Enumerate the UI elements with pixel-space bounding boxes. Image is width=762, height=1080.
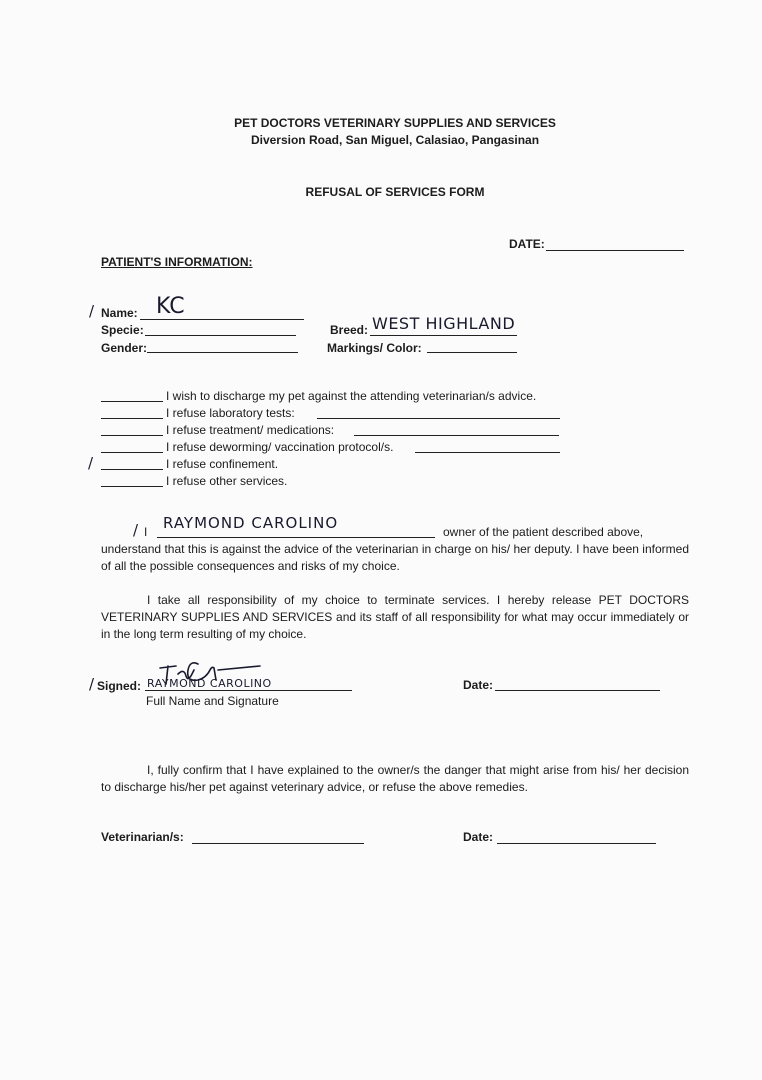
confirmation-text: I, fully confirm that I have explained to the owner/s the danger that might arise from his/ her decision to discharge his/her pet against veterinary advice, or refuse the above remedies.: [101, 763, 689, 794]
company-name: PET DOCTORS VETERINARY SUPPLIES AND SERVICES: [234, 116, 556, 130]
option-label: I refuse confinement.: [166, 457, 279, 471]
option-label: I refuse treatment/ medications:: [166, 423, 335, 437]
option-discharge[interactable]: [88, 389, 568, 406]
veterinarian-field[interactable]: [192, 843, 364, 844]
laboratory-detail-field[interactable]: [317, 418, 560, 419]
option-blank[interactable]: [101, 486, 163, 487]
signed-date-field[interactable]: [495, 690, 660, 691]
veterinarian-date-label: Date:: [463, 830, 494, 844]
owner-statement-text: understand that this is against the advice of the veterinarian in charge on his/ her deputy. I have been informed of all the possible consequences and risks of my choice.: [101, 542, 689, 573]
option-label: I refuse laboratory tests:: [166, 406, 295, 420]
gender-label: Gender:: [101, 341, 148, 355]
option-treatment[interactable]: [88, 423, 568, 440]
breed-label: Breed:: [330, 323, 369, 337]
option-label: I refuse deworming/ vaccination protocol/s.: [166, 440, 394, 454]
option-blank[interactable]: [101, 401, 163, 402]
owner-name-field[interactable]: [157, 537, 435, 538]
markings-field[interactable]: [427, 352, 517, 353]
option-label: I refuse other services.: [166, 474, 288, 488]
form-title: REFUSAL OF SERVICES FORM: [305, 185, 485, 199]
name-field[interactable]: [140, 319, 304, 320]
patient-info-heading: PATIENT'S INFORMATION:: [101, 255, 253, 269]
deworming-detail-field[interactable]: [415, 452, 560, 453]
option-blank[interactable]: [101, 418, 163, 419]
veterinarian-label: Veterinarian/s:: [101, 830, 184, 844]
option-blank[interactable]: [101, 435, 163, 436]
option-deworming[interactable]: [88, 440, 568, 457]
check-mark: /: [89, 675, 95, 693]
option-confinement[interactable]: [88, 454, 568, 474]
breed-value: WEST HIGHLAND: [372, 314, 516, 333]
owner-prefix: I: [144, 525, 148, 539]
option-laboratory[interactable]: [88, 406, 568, 423]
veterinarian-date-field[interactable]: [497, 843, 656, 844]
check-mark: /: [133, 521, 139, 539]
check-mark: /: [89, 302, 95, 320]
specie-field[interactable]: [145, 335, 296, 336]
date-field[interactable]: [546, 250, 684, 251]
signed-date-label: Date:: [463, 678, 494, 692]
signed-name-value: RAYMOND CAROLINO: [147, 677, 272, 690]
treatment-detail-field[interactable]: [354, 435, 559, 436]
breed-field[interactable]: [370, 335, 517, 336]
name-value: KC: [156, 294, 185, 319]
name-label: Name:: [101, 306, 138, 320]
specie-label: Specie:: [101, 323, 144, 337]
owner-name-value: RAYMOND CAROLINO: [163, 514, 339, 532]
option-label: I wish to discharge my pet against the attending veterinarian/s advice.: [166, 389, 537, 403]
gender-field[interactable]: [147, 352, 298, 353]
refusal-options: [88, 389, 568, 491]
option-blank[interactable]: [101, 469, 163, 470]
option-blank[interactable]: [101, 452, 163, 453]
markings-label: Markings/ Color:: [327, 341, 422, 355]
date-label: DATE:: [509, 237, 545, 251]
responsibility-text: I take all responsibility of my choice to terminate services. I hereby release PET DOCTORS VETERINARY SUPPLIES AND SERVICES and its staff of all responsibility for what may occur immediately or in the long term resulting of my choice.: [101, 593, 689, 641]
signature-caption: Full Name and Signature: [146, 694, 279, 708]
check-mark: /: [88, 454, 94, 472]
owner-line1-tail: owner of the patient described above,: [443, 525, 644, 539]
signed-label: Signed:: [97, 679, 141, 693]
company-address: Diversion Road, San Miguel, Calasiao, Pangasinan: [250, 133, 540, 147]
option-other[interactable]: [88, 474, 568, 491]
